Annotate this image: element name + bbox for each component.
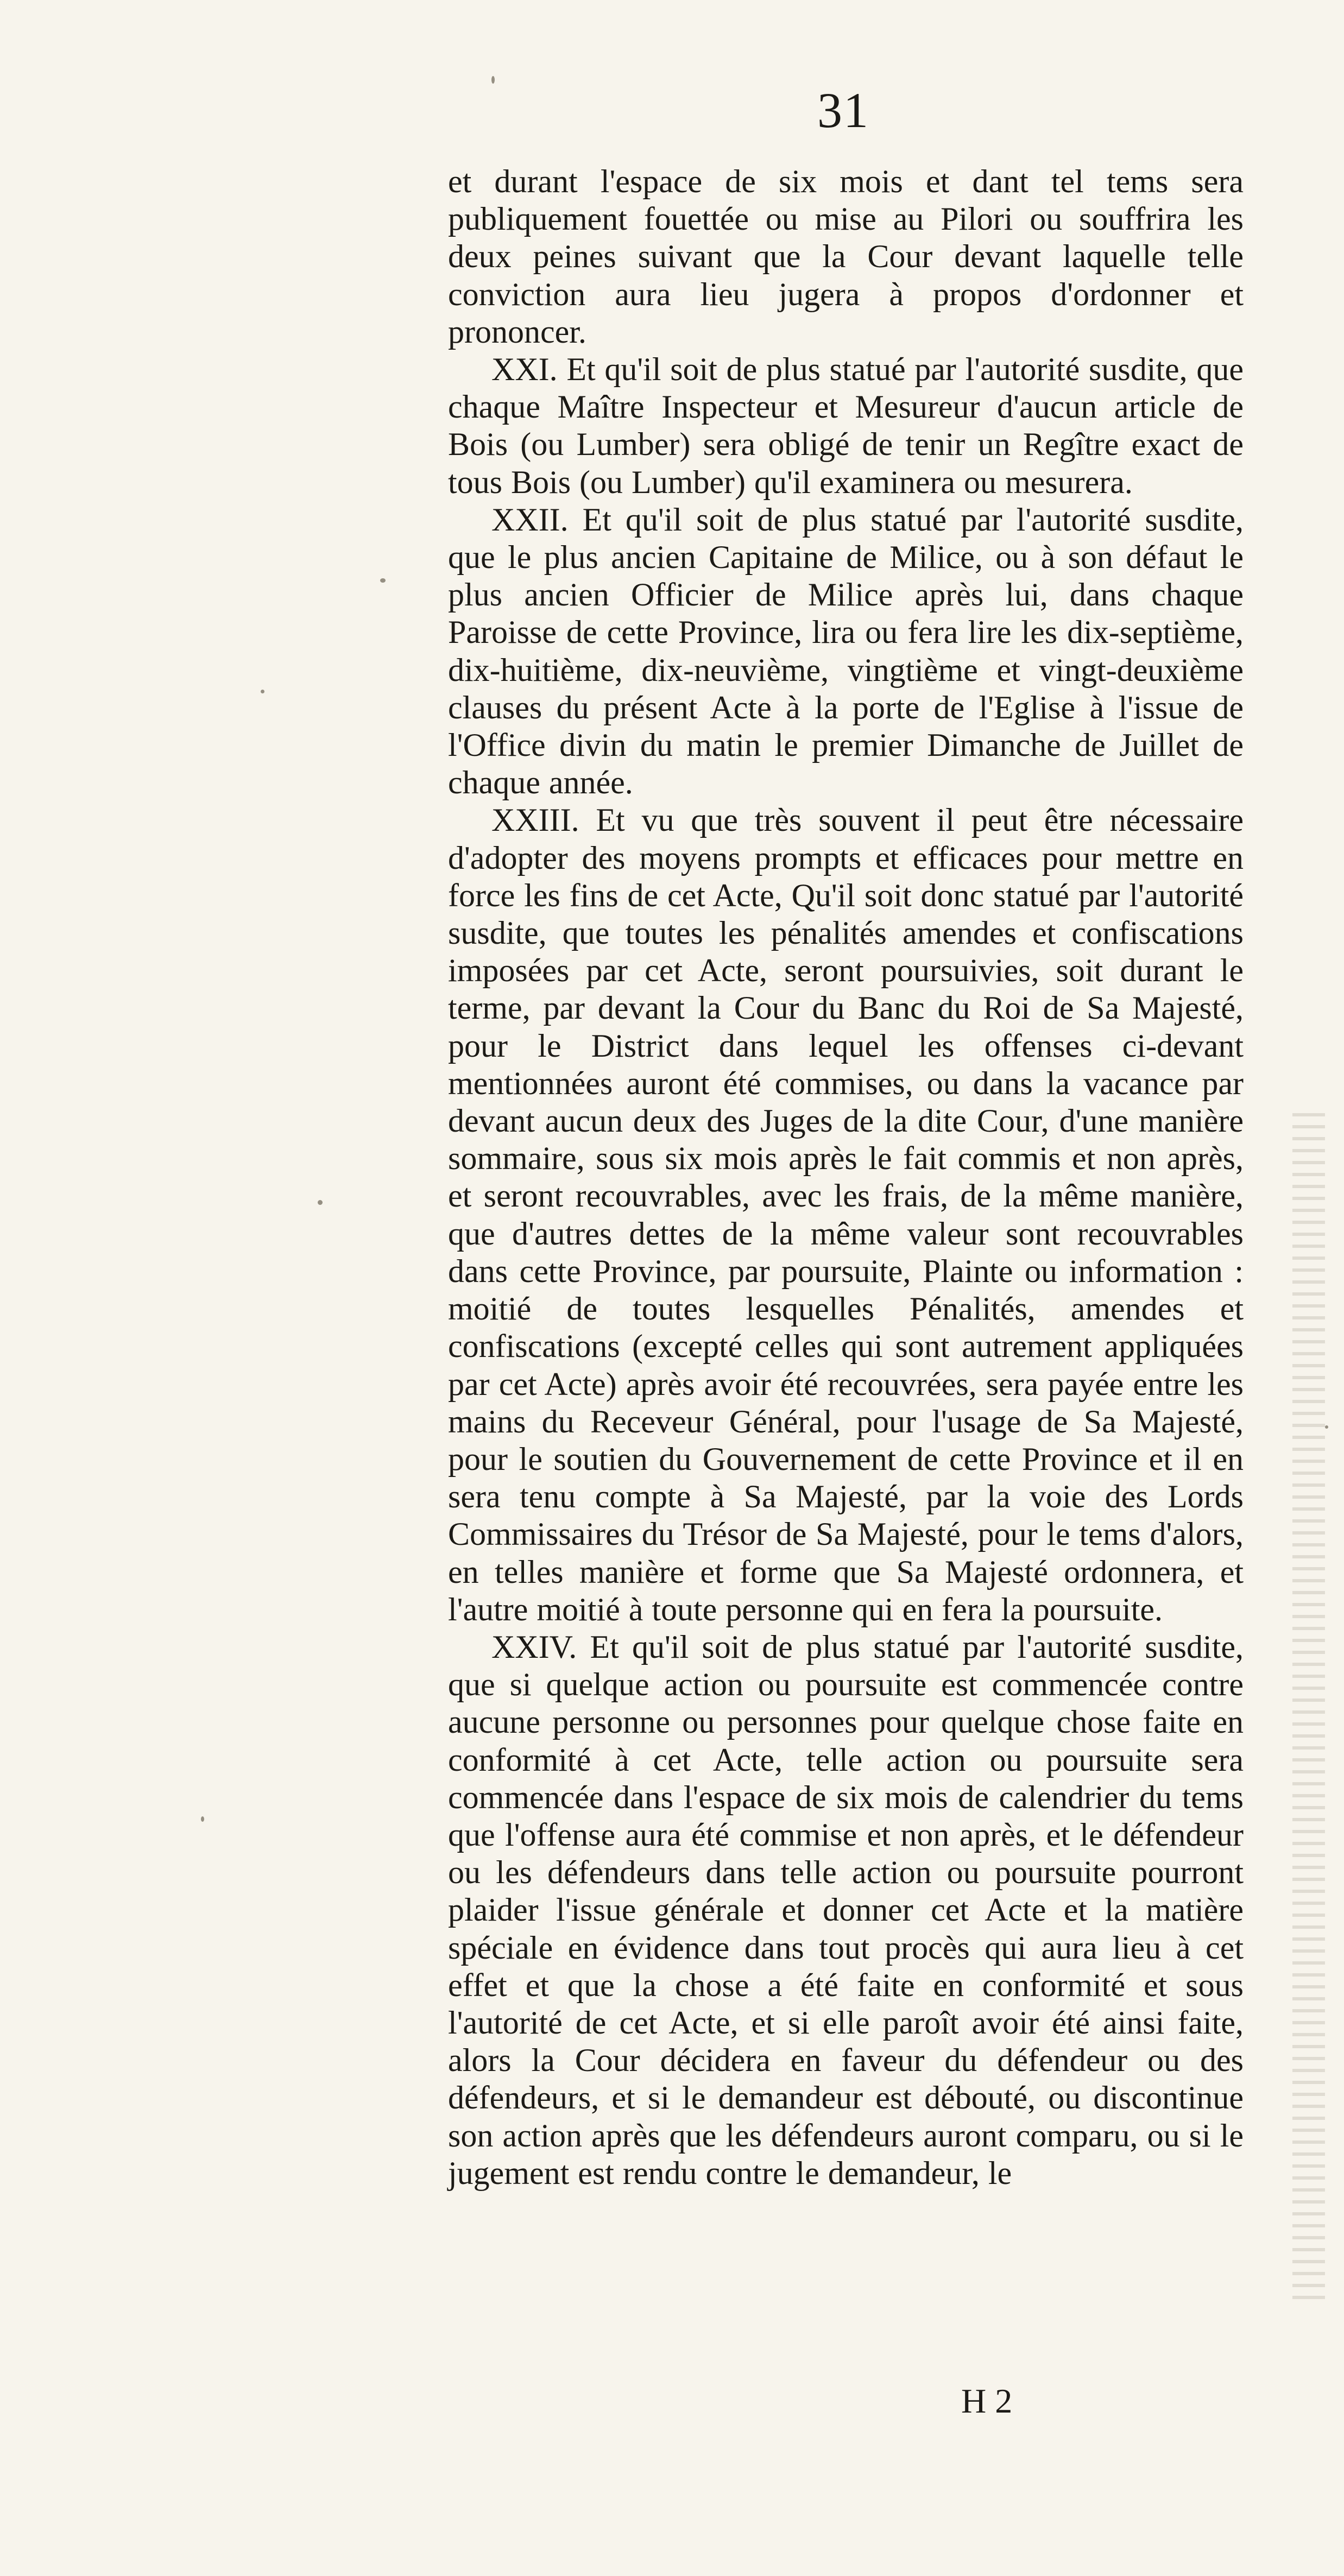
page-number: 31	[817, 83, 869, 138]
paper-speck	[1325, 1425, 1328, 1429]
article-number: XXIII.	[491, 802, 579, 838]
paper-speck	[201, 1816, 204, 1822]
article-text: Et qu'il soit de plus statué par l'autorité susdite, que si quelque action ou poursuite est commencée contre aucune personne ou personnes pour quelque chose faite en conformité à cet Acte, telle action ou poursuite sera commencée dans l'espace de six mois de calendrier du tems que l'offense aura été commise et non après, et le défendeur ou les défendeurs dans telle action ou poursuite pourront plaider l'issue générale et donner cet Acte et la matière spéciale en évidence dans tout procès qui aura lieu à cet effet et que la chose a été faite en conformité et sous l'autorité de cet Acte, et si elle paroît avoir été ainsi faite, alors la Cour décidera en faveur du défendeur ou des défendeurs, et si le demandeur est débouté, ou discontinue son action après que les défendeurs auront comparu, ou si le jugement est rendu contre le demandeur, le	[448, 1628, 1244, 2191]
article-xxiv	[448, 1628, 1244, 2192]
article-xxiii	[448, 801, 1244, 1628]
article-number: XXIV.	[491, 1628, 577, 1665]
paper-speck	[380, 578, 386, 583]
article-number: XXII.	[491, 501, 569, 538]
article-number: XXI.	[491, 351, 558, 388]
article-text: Et qu'il soit de plus statué par l'autorité susdite, que le plus ancien Capitaine de Milice, ou à son défaut le plus ancien Officier de Milice après lui, dans chaque Paroisse de cette Province, lira ou fera lire les dix-septième, dix-huitième, dix-neuvième, vingtième et vingt-deuxième clauses du présent Acte à la porte de l'Eglise à l'issue de l'Office divin du matin le premier Dimanche de Juillet de chaque année.	[448, 501, 1244, 801]
article-xxii	[448, 501, 1244, 802]
paper-speck	[491, 76, 495, 84]
signature-mark: H 2	[961, 2382, 1013, 2420]
paper-speck	[261, 690, 264, 693]
paragraph-continuation: et durant l'espace de six mois et dant tel tems sera publiquement fouettée ou mise au Pilori ou souffrira les deux peines suivant que la Cour devant laquelle telle conviction aura lieu jugera à propos d'ordonner et prononcer.	[448, 163, 1244, 350]
article-text: Et vu que très souvent il peut être nécessaire d'adopter des moyens prompts et efficaces pour mettre en force les fins de cet Acte, Qu'il soit donc statué par l'autorité susdite, que toutes les pénalités amendes et confiscations imposées par cet Acte, seront poursuivies, soit durant le terme, par devant la Cour du Banc du Roi de Sa Majesté, pour le District dans lequel les offenses ci-devant mentionnées auront été commises, ou dans la vacance par devant aucun deux des Juges de la dite Cour, d'une manière sommaire, sous six mois après le fait commis et non après, et seront recouvrables, avec les frais, de la même manière, que d'autres dettes de la même valeur sont recouvrables dans cette Province, par poursuite, Plainte ou information : moitié de toutes lesquelles Pénalités, amendes et confiscations (excepté celles qui sont autrement appliquées par cet Acte) après avoir été recouvrées, sera payée entre les mains du Receveur Général, pour l'usage de Sa Majesté, pour le soutien du Gouvernement de cette Province et il en sera tenu compte à Sa Majesté, par la voie des Lords Commissaires du Trésor de Sa Majesté, pour le tems d'alors, en telles manière et forme que Sa Majesté ordonnera, et l'autre moitié à toute personne qui en fera la poursuite.	[448, 802, 1244, 1627]
paper-speck	[318, 1200, 323, 1205]
body-text	[448, 163, 1244, 2192]
page-edge-shadow	[1292, 1113, 1325, 2308]
article-text: Et qu'il soit de plus statué par l'autorité susdite, que chaque Maître Inspecteur et Mesureur d'aucun article de Bois (ou Lumber) sera obligé de tenir un Regître exact de tous Bois (ou Lumber) qu'il examinera ou mesurera.	[448, 351, 1244, 500]
article-xxi	[448, 351, 1244, 501]
